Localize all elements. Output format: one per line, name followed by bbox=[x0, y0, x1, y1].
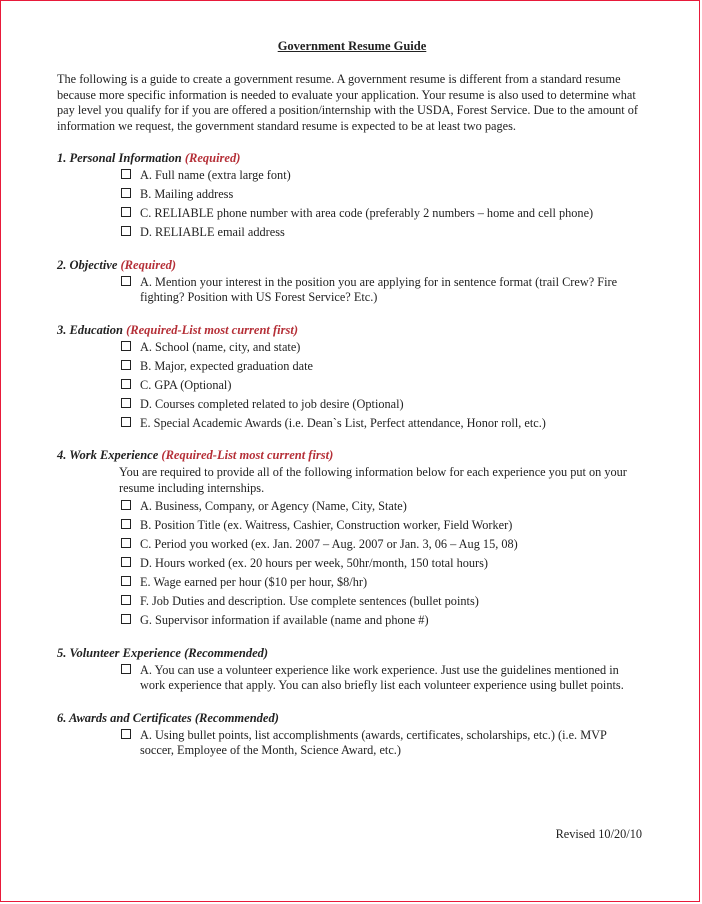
checkbox[interactable] bbox=[121, 276, 131, 286]
checkbox[interactable] bbox=[121, 538, 131, 548]
checkbox[interactable] bbox=[121, 226, 131, 236]
checkbox[interactable] bbox=[121, 360, 131, 370]
checklist-item bbox=[119, 537, 639, 553]
checklist-item-text: A. Mention your interest in the position you are applying for in sentence format (trail Crew? Fire fighting? Position with US Forest Service? Etc.) bbox=[140, 274, 618, 304]
checklist-item-text: C. RELIABLE phone number with area code (preferably 2 numbers – home and cell phone) bbox=[140, 206, 594, 220]
required-tag: (Required-List most current first) bbox=[126, 322, 299, 337]
checkbox[interactable] bbox=[121, 207, 131, 217]
section-title: 6. Awards and Certificates (Recommended) bbox=[57, 710, 279, 725]
section-heading bbox=[57, 322, 639, 338]
checklist-item bbox=[119, 663, 639, 694]
checklist-item-text: E. Wage earned per hour ($10 per hour, $8/hr) bbox=[140, 575, 368, 589]
checklist bbox=[119, 168, 639, 241]
checklist-item-text: A. Using bullet points, list accomplishments (awards, certificates, scholarships, etc.) (i.e. MVP soccer, Employee of the Month, Science Award, etc.) bbox=[140, 727, 607, 757]
checklist-item-text: F. Job Duties and description. Use complete sentences (bullet points) bbox=[140, 594, 479, 608]
checklist-item bbox=[119, 206, 639, 222]
checklist-item-text: A. You can use a volunteer experience like work experience. Just use the guidelines mentioned in work experience that apply. You can also briefly list each volunteer experience using bullet points. bbox=[140, 662, 624, 692]
checklist-item-text: B. Position Title (ex. Waitress, Cashier, Construction worker, Field Worker) bbox=[140, 518, 513, 532]
required-tag: (Required) bbox=[184, 151, 241, 165]
checkbox[interactable] bbox=[121, 417, 131, 427]
checklist bbox=[119, 728, 639, 759]
section-objective bbox=[57, 257, 639, 306]
section-heading bbox=[57, 257, 639, 273]
checklist-item bbox=[119, 728, 639, 759]
checklist-item bbox=[119, 225, 639, 241]
section-title: 4. Work Experience bbox=[57, 448, 159, 462]
section-heading bbox=[57, 645, 639, 661]
checklist bbox=[119, 275, 639, 306]
checklist bbox=[119, 340, 639, 432]
section-awards-certificates bbox=[57, 710, 639, 759]
checklist-item bbox=[119, 187, 639, 203]
section-heading bbox=[57, 150, 639, 166]
checkbox[interactable] bbox=[121, 664, 131, 674]
checkbox[interactable] bbox=[121, 379, 131, 389]
intro-paragraph: The following is a guide to create a government resume. A government resume is different from a standard resume because more specific information is needed to evaluate your application. Your resume is also used to determine what pay level you qualify for if you are offered a position/internship with the USDA, Forest Service. Due to the amount of information we request, the government standard resume is expected to be at least two pages. bbox=[57, 72, 639, 133]
section-note: You are required to provide all of the following information below for each experience you put on your resume including internships. bbox=[119, 465, 627, 495]
checkbox[interactable] bbox=[121, 576, 131, 586]
checklist-item-text: D. Courses completed related to job desire (Optional) bbox=[140, 396, 404, 411]
checklist bbox=[119, 499, 639, 629]
section-heading bbox=[57, 710, 639, 726]
required-tag: (Required) bbox=[120, 257, 177, 272]
checkbox[interactable] bbox=[121, 341, 131, 351]
checklist-item bbox=[119, 518, 639, 534]
section-personal-information bbox=[57, 150, 639, 241]
document-title: Government Resume Guide bbox=[277, 39, 427, 53]
checklist-item bbox=[119, 556, 639, 572]
checkbox[interactable] bbox=[121, 595, 131, 605]
checklist-item bbox=[119, 359, 639, 375]
section-title: 3. Education bbox=[57, 322, 123, 337]
checklist-item-text: A. School (name, city, and state) bbox=[140, 339, 301, 354]
checklist-item-text: A. Full name (extra large font) bbox=[140, 168, 291, 182]
checkbox[interactable] bbox=[121, 500, 131, 510]
checkbox[interactable] bbox=[121, 557, 131, 567]
checklist-item-text: E. Special Academic Awards (i.e. Dean`s List, Perfect attendance, Honor roll, etc.) bbox=[140, 415, 546, 430]
checkbox[interactable] bbox=[121, 729, 131, 739]
section-title: 2. Objective bbox=[57, 257, 118, 272]
checklist bbox=[119, 663, 639, 694]
section-heading bbox=[57, 447, 639, 463]
section-work-experience bbox=[57, 447, 639, 629]
section-title: 5. Volunteer Experience (Recommended) bbox=[57, 645, 269, 660]
checklist-item-text: B. Major, expected graduation date bbox=[140, 358, 313, 373]
checkbox[interactable] bbox=[121, 188, 131, 198]
required-tag: (Required-List most current first) bbox=[161, 448, 334, 462]
checklist-item-text: B. Mailing address bbox=[140, 187, 234, 201]
section-title: 1. Personal Information bbox=[57, 151, 182, 165]
checklist-item bbox=[119, 416, 639, 432]
checkbox[interactable] bbox=[121, 519, 131, 529]
checklist-item bbox=[119, 613, 639, 629]
checklist-item-text: A. Business, Company, or Agency (Name, City, State) bbox=[140, 499, 407, 513]
checklist-item bbox=[119, 499, 639, 515]
checklist-item bbox=[119, 397, 639, 413]
checklist-item bbox=[119, 340, 639, 356]
checklist-item bbox=[119, 378, 639, 394]
checklist-item bbox=[119, 168, 639, 184]
revision-date: Revised 10/20/10 bbox=[555, 827, 642, 841]
checklist-item-text: C. Period you worked (ex. Jan. 2007 – Aug. 2007 or Jan. 3, 06 – Aug 15, 08) bbox=[140, 537, 518, 551]
checkbox[interactable] bbox=[121, 398, 131, 408]
checklist-item bbox=[119, 575, 639, 591]
checklist-item bbox=[119, 275, 639, 306]
checklist-item-text: D. RELIABLE email address bbox=[140, 225, 285, 239]
section-volunteer-experience bbox=[57, 645, 639, 694]
checklist-item-text: G. Supervisor information if available (name and phone #) bbox=[140, 613, 429, 627]
checklist-item-text: C. GPA (Optional) bbox=[140, 377, 232, 392]
checklist-item-text: D. Hours worked (ex. 20 hours per week, 50hr/month, 150 total hours) bbox=[140, 556, 489, 570]
section-education bbox=[57, 322, 639, 432]
checklist-item bbox=[119, 594, 639, 610]
checkbox[interactable] bbox=[121, 169, 131, 179]
checkbox[interactable] bbox=[121, 614, 131, 624]
